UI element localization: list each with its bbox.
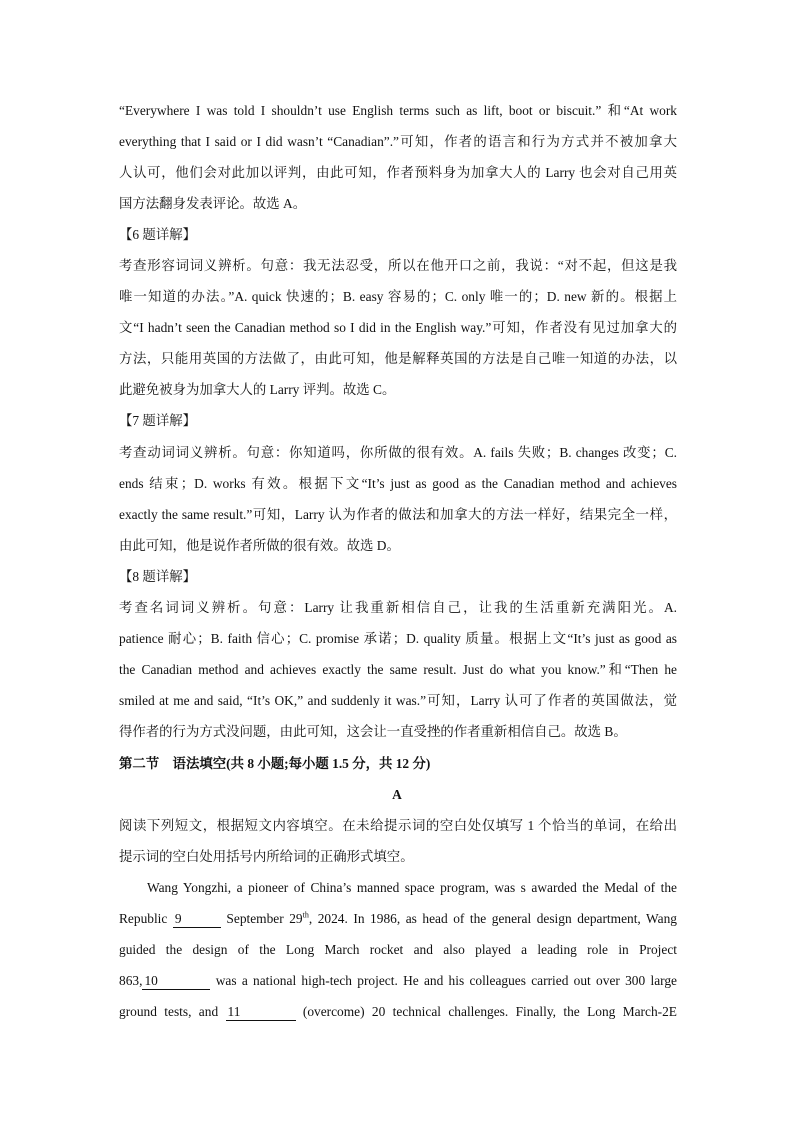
passage-text: September 29th, 2024. In 1986, as head of the general design department, Wang (226, 910, 677, 926)
text-line: “Everywhere I was told I shouldn’t use English terms such as lift, boot or biscuit.” 和“At work (119, 103, 677, 118)
passage-line: guided the design of the Long March rocket and also played a leading role in Project (119, 942, 677, 957)
text-line: 考查动词词义辨析。句意：你知道吗，你所做的很有效。A. fails 失败；B. changes 改变；C. (119, 445, 677, 460)
answer-blank-10[interactable]: 10 (142, 973, 210, 990)
question-8-heading: 【8 题详解】 (119, 569, 196, 584)
question-7-heading: 【7 题详解】 (119, 413, 196, 428)
passage-text: (overcome) 20 technical challenges. Finally, the Long March-2E (302, 1004, 677, 1019)
text-line: everything that I said or I did wasn’t “Canadian”.”可知，作者的语言和行为方式并不被加拿大 (119, 134, 677, 149)
text-line: 考查形容词词义辨析。句意：我无法忍受，所以在他开口之前，我说：“对不起，但这是我 (119, 258, 677, 273)
question-6-heading: 【6 题详解】 (119, 227, 196, 242)
passage-line (119, 971, 677, 991)
text-line: ends 结束；D. works 有效。根据下文“It’s just as good as the Canadian method and achieves (119, 476, 677, 491)
text-line: smiled at me and said, “It’s OK,” and suddenly it was.”可知，Larry 认可了作者的英国做法，觉 (119, 693, 677, 708)
passage-line (119, 1002, 677, 1022)
passage-line (119, 909, 677, 929)
text-line: 方法，只能用英国的方法做了，由此可知，他是解释英国的方法是自己唯一知道的办法，以 (119, 351, 677, 366)
instruction-line: 提示词的空白处用括号内所给词的正确形式填空。 (119, 849, 414, 864)
section-title: 第二节 语法填空(共 8 小题;每小题 1.5 分，共 12 分) (119, 756, 431, 771)
text-line: exactly the same result.”可知，Larry 认为作者的做法和加拿大的方法一样好，结果完全一样， (119, 507, 677, 522)
passage-text: ground tests, and (119, 1004, 219, 1019)
text-line: 国方法翻身发表评论。故选 A。 (119, 196, 307, 211)
text-line: the Canadian method and achieves exactly the same result. Just do what you know.”和“Then he (119, 662, 677, 677)
passage-letter: A (392, 787, 402, 802)
answer-blank-11[interactable]: 11 (226, 1004, 296, 1021)
text-line: 由此可知，他是说作者所做的很有效。故选 D。 (119, 538, 400, 553)
text-line: 唯一知道的办法。”A. quick 快速的；B. easy 容易的；C. only 唯一的；D. new 新的。根据上 (119, 289, 677, 304)
text-line: 考查名词词义辨析。句意：Larry 让我重新相信自己，让我的生活重新充满阳光。A. (119, 600, 677, 615)
passage-text: Republic (119, 911, 168, 926)
passage-line: Wang Yongzhi, a pioneer of China’s manned space program, was s awarded the Medal of the (147, 880, 677, 895)
text-line: patience 耐心；B. faith 信心；C. promise 承诺；D. quality 质量。根据上文“It’s just as good as (119, 631, 677, 646)
text-line: 得作者的行为方式没问题，由此可知，这会让一直受挫的作者重新相信自己。故选 B。 (119, 724, 627, 739)
passage-text: 863, (119, 973, 143, 988)
text-line: 文“I hadn’t seen the Canadian method so I did in the English way.”可知，作者没有见过加拿大的 (119, 320, 677, 335)
text-line: 人认可，他们会对此加以评判，由此可知，作者预料身为加拿大人的 Larry 也会对自己用英 (119, 165, 677, 180)
instruction-line: 阅读下列短文，根据短文内容填空。在未给提示词的空白处仅填写 1 个恰当的单词，在给出 (119, 818, 677, 833)
answer-blank-9[interactable]: 9 (173, 911, 221, 928)
text-line: 此避免被身为加拿大人的 Larry 评判。故选 C。 (119, 382, 396, 397)
passage-text: was a national high-tech project. He and his colleagues carried out over 300 large (215, 973, 677, 988)
